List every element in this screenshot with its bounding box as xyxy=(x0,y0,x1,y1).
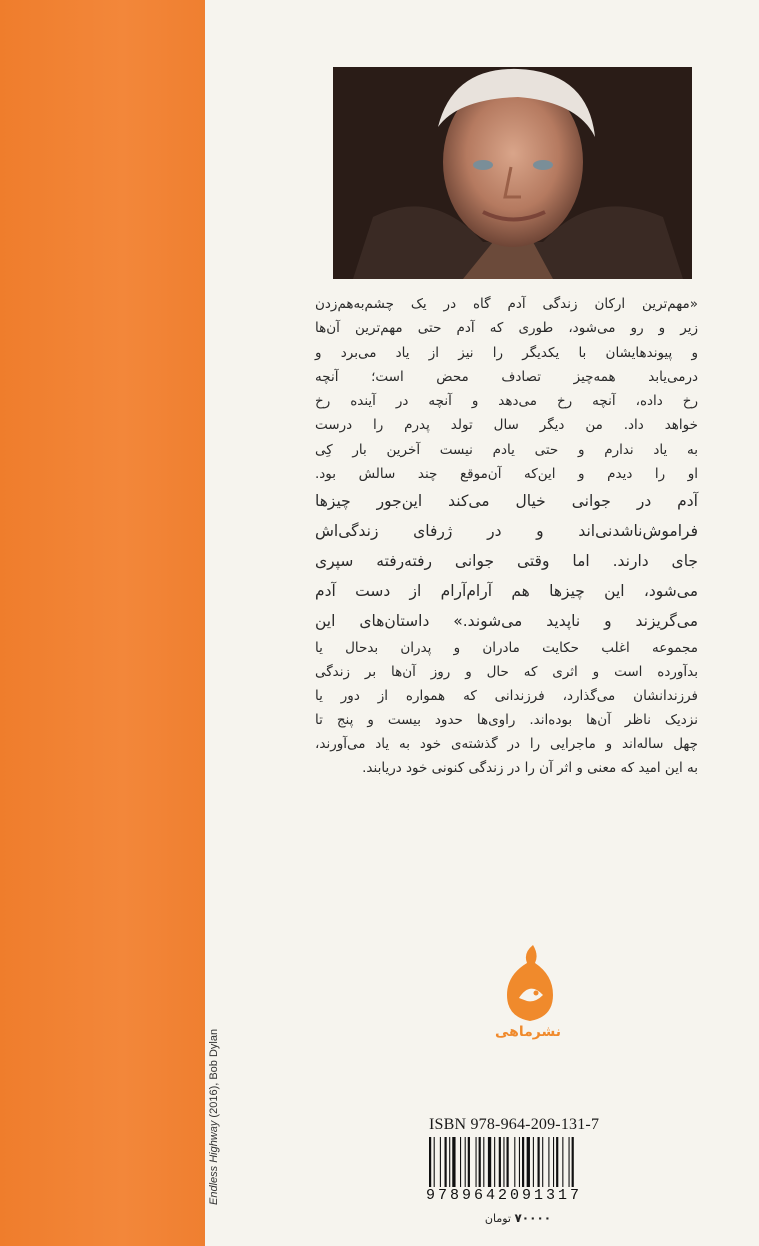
orange-spine xyxy=(0,0,205,1246)
blurb-line: نزدیک ناظر آن‌ها بوده‌اند. راوی‌ها حدود بیست و پنج تا xyxy=(315,712,698,729)
isbn-label: ISBN 978-964-209-131-7 xyxy=(429,1116,600,1133)
blurb-line: و پیوندهایشان با یکدیگر را نیز از یاد می‌برد و xyxy=(315,344,698,361)
blurb-line: جای دارند. اما وقتی جوانی رفته‌رفته سپری xyxy=(315,552,698,571)
blurb-line: درمی‌یابد همه‌چیز تصادف محض است؛ آنچه xyxy=(315,368,698,385)
blurb-line: «مهم‌ترین ارکان زندگی آدم گاه در یک چشم‌به‌هم‌زدن xyxy=(315,296,698,312)
blurb-line: آدم در جوانی خیال می‌کند این‌جور چیزها xyxy=(315,492,698,511)
blurb-paragraph-1 xyxy=(315,292,698,486)
blurb-text xyxy=(315,292,698,780)
price-currency: تومان xyxy=(484,1212,511,1225)
blurb-line: مجموعه اغلب حکایت مادران و پدران بدحال یا xyxy=(315,640,698,657)
blurb-line: به یاد ندارم و حتی یادم نیست آخرین بار کِی xyxy=(315,441,698,458)
blurb-line: فراموش‌ناشدنی‌اند و در ژرفای زندگی‌اش xyxy=(315,522,698,541)
photo-credit xyxy=(208,1029,220,1205)
blurb-paragraph-3 xyxy=(315,636,698,780)
blurb-line: رخ داده، آنچه رخ می‌دهد و آنچه در آینده رخ xyxy=(315,393,698,410)
blurb-line: بدآورده است و اثری که حال و روز آن‌ها بر زندگی xyxy=(315,664,698,681)
author-photo xyxy=(333,67,692,279)
publisher-name: نشرماهی xyxy=(494,1024,561,1040)
price-tag xyxy=(468,1211,568,1225)
barcode-digits: 9789642091317 xyxy=(424,1187,622,1207)
blurb-line: به این امید که معنی و اثر آن را در زندگی کنونی خود دریابند. xyxy=(362,760,698,777)
credit-title: Endless Highway xyxy=(208,1120,220,1205)
blurb-line: زیر و رو می‌شود، طوری که آدم حتی مهم‌ترین آن‌ها xyxy=(315,320,698,337)
price-amount: ۷۰۰۰۰ xyxy=(514,1211,552,1225)
blurb-line: می‌شود، این چیزها هم آرام‌آرام از دست آدم xyxy=(315,582,698,601)
blurb-line: خواهد داد. من دیگر سال تولد پدرم را درست xyxy=(315,417,698,434)
fish-logo-icon xyxy=(499,943,561,1023)
credit-rest: (2016), Bob Dylan xyxy=(208,1028,220,1121)
blurb-paragraph-2 xyxy=(315,486,698,636)
blurb-line: چهل ساله‌اند و ماجرایی را در گذشته‌ی خود به یاد می‌آورند، xyxy=(315,736,698,753)
blurb-line: می‌گریزند و ناپدید می‌شوند.» داستان‌های این xyxy=(315,612,698,631)
blurb-line: او را دیدم و این‌که آن‌موقع چند سالش بود. xyxy=(315,466,698,483)
blurb-line: فرزندانشان می‌گذارد، فرزندانی که همواره از دور یا xyxy=(315,688,698,705)
